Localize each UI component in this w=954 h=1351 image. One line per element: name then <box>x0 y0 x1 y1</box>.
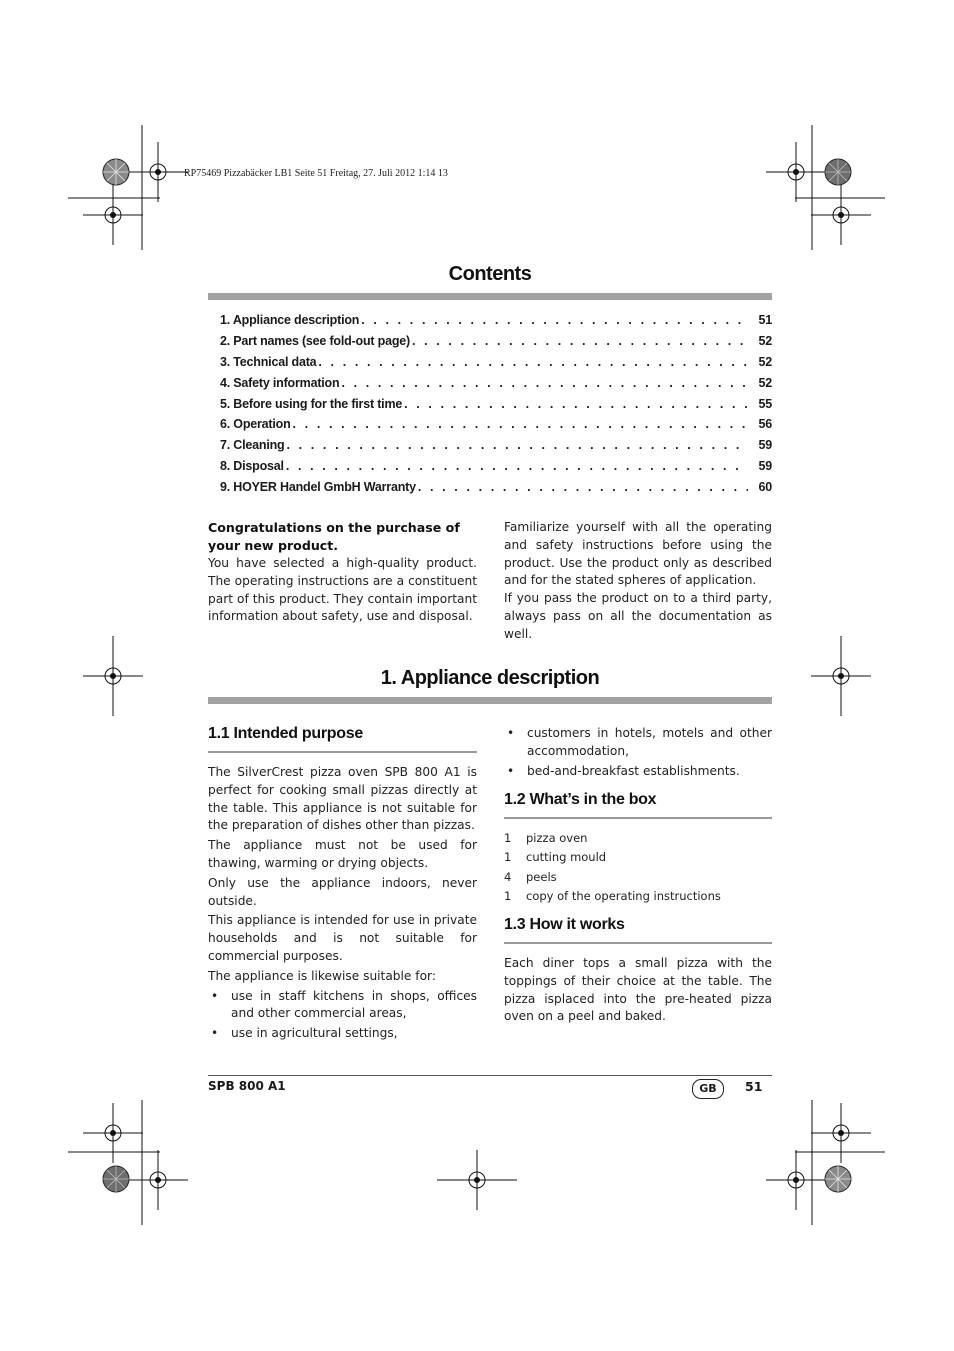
toc-leader-dots <box>412 334 748 348</box>
registration-target <box>811 185 871 245</box>
toc-leader-dots <box>418 480 748 494</box>
paragraph: The SilverCrest pizza oven SPB 800 A1 is perfect for cooking small pizzas directly at the table. This appliance is not suitable for the preparation of dishes other than pizzas. <box>208 765 477 833</box>
toc-leader-dots <box>286 438 748 452</box>
toc-entry-label: 4. Safety information <box>220 375 340 390</box>
intended-purpose-continued <box>504 725 772 780</box>
color-wheel-mark <box>102 158 130 186</box>
contents-title-bar <box>208 293 772 300</box>
intro-paragraph: You have selected a high-quality product. The operating instructions are a constituent part of this product. They contain important information about safety, use and disposal. <box>208 556 477 624</box>
subsection-rule <box>504 942 772 944</box>
footer-rule <box>208 1075 772 1076</box>
registration-target <box>766 1150 826 1210</box>
toc-entry[interactable] <box>220 313 772 334</box>
list-item: • use in staff kitchens in shops, offices and other commercial areas, <box>208 988 477 1024</box>
toc-entry[interactable] <box>220 376 772 397</box>
box-contents-list <box>504 829 772 907</box>
registration-target <box>83 636 143 716</box>
toc-entry[interactable] <box>220 438 772 459</box>
section-title: 1. Appliance description <box>380 667 600 689</box>
toc-entry-label: 7. Cleaning <box>220 438 285 453</box>
toc-leader-dots <box>404 397 748 411</box>
table-of-contents <box>220 313 772 501</box>
toc-leader-dots <box>318 355 748 369</box>
section-title-bar <box>208 697 772 704</box>
contents-title: Contents <box>448 263 532 285</box>
paragraph: This appliance is intended for use in private households and is not suitable for commercial purposes. <box>208 913 477 963</box>
toc-entry-label: 8. Disposal <box>220 459 284 474</box>
toc-entry-page: 60 <box>758 480 772 495</box>
paragraph: Only use the appliance indoors, never outside. <box>208 875 477 908</box>
toc-entry[interactable] <box>220 334 772 355</box>
intended-purpose-text <box>208 764 477 1043</box>
color-wheel-mark <box>824 158 852 186</box>
bullet-list <box>504 725 772 780</box>
registration-target <box>128 1150 188 1210</box>
registration-target <box>811 636 871 716</box>
registration-target <box>83 185 143 245</box>
item-name: peels <box>526 869 557 884</box>
list-item <box>504 848 772 867</box>
page-number: 51 <box>745 1079 763 1094</box>
subsection-heading-how-it-works: 1.3 How it works <box>504 916 625 933</box>
how-it-works-text <box>504 955 772 1026</box>
toc-leader-dots <box>341 376 748 390</box>
toc-entry-page: 56 <box>758 417 772 432</box>
toc-entry[interactable] <box>220 480 772 501</box>
item-name: cutting mould <box>526 850 607 865</box>
toc-entry-page: 55 <box>758 396 772 411</box>
footer-model-number: SPB 800 A1 <box>208 1079 286 1093</box>
list-item <box>504 829 772 848</box>
item-name: pizza oven <box>526 831 588 845</box>
item-quantity: 1 <box>504 850 512 865</box>
intro-left-column <box>208 519 477 626</box>
subsection-rule <box>208 751 477 753</box>
toc-entry[interactable] <box>220 459 772 480</box>
intro-heading: Congratulations on the purchase of your new product. <box>208 520 460 553</box>
toc-entry-page: 52 <box>758 375 772 390</box>
subsection-heading-whats-in-the-box: 1.2 What’s in the box <box>504 791 657 808</box>
paragraph: Each diner tops a small pizza with the toppings of their choice at the table. The pizza isplaced into the pre-heated pizza oven on a peel and baked. <box>504 956 772 1024</box>
intro-paragraph: If you pass the product on to a third party, always pass on all the documentation as well. <box>504 591 772 641</box>
intro-paragraph: Familiarize yourself with all the operating and safety instructions before using the product. Use the product only as described and for the stated spheres of application. <box>504 520 772 588</box>
toc-entry-label: 1. Appliance description <box>220 313 360 327</box>
toc-leader-dots <box>361 313 748 327</box>
color-wheel-mark <box>102 1165 130 1193</box>
toc-leader-dots <box>286 459 748 473</box>
toc-entry-page: 52 <box>758 354 772 369</box>
paragraph: The appliance is likewise suitable for: <box>208 968 436 983</box>
toc-entry-label: 6. Operation <box>220 417 291 432</box>
registration-target <box>437 1150 517 1210</box>
toc-entry-page: 51 <box>758 313 772 327</box>
item-name: copy of the operating instructions <box>526 889 721 904</box>
paragraph: The appliance must not be used for thawing, warming or drying objects. <box>208 838 477 870</box>
subsection-rule <box>504 817 772 819</box>
list-item: • customers in hotels, motels and other accommodation, <box>504 725 772 761</box>
list-item: • use in agricultural settings, <box>208 1025 477 1043</box>
toc-entry-label: 2. Part names (see fold-out page) <box>220 333 410 348</box>
color-wheel-mark <box>824 1165 852 1193</box>
intro-right-column <box>504 519 772 644</box>
list-item <box>504 887 772 906</box>
toc-entry-page: 59 <box>758 459 772 474</box>
bullet-list <box>208 988 477 1043</box>
toc-leader-dots <box>293 417 748 431</box>
toc-entry-label: 5. Before using for the first time <box>220 396 403 411</box>
item-quantity: 1 <box>504 889 512 904</box>
toc-entry-page: 52 <box>758 333 772 348</box>
list-item <box>504 868 772 887</box>
language-badge: GB <box>692 1079 724 1099</box>
toc-entry-page: 59 <box>758 438 772 453</box>
toc-entry-label: 3. Technical data <box>220 354 317 369</box>
subsection-heading-intended-purpose: 1.1 Intended purpose <box>208 725 363 742</box>
item-quantity: 4 <box>504 869 512 884</box>
item-quantity: 1 <box>504 831 512 845</box>
list-item: • bed-and-breakfast establishments. <box>504 763 772 781</box>
print-slug: RP75469 Pizzabäcker LB1 Seite 51 Freitag, 27. Juli 2012 1:14 13 <box>184 168 448 179</box>
toc-entry[interactable] <box>220 417 772 438</box>
toc-entry[interactable] <box>220 397 772 418</box>
toc-entry-label: 9. HOYER Handel GmbH Warranty <box>220 480 416 495</box>
toc-entry[interactable] <box>220 355 772 376</box>
